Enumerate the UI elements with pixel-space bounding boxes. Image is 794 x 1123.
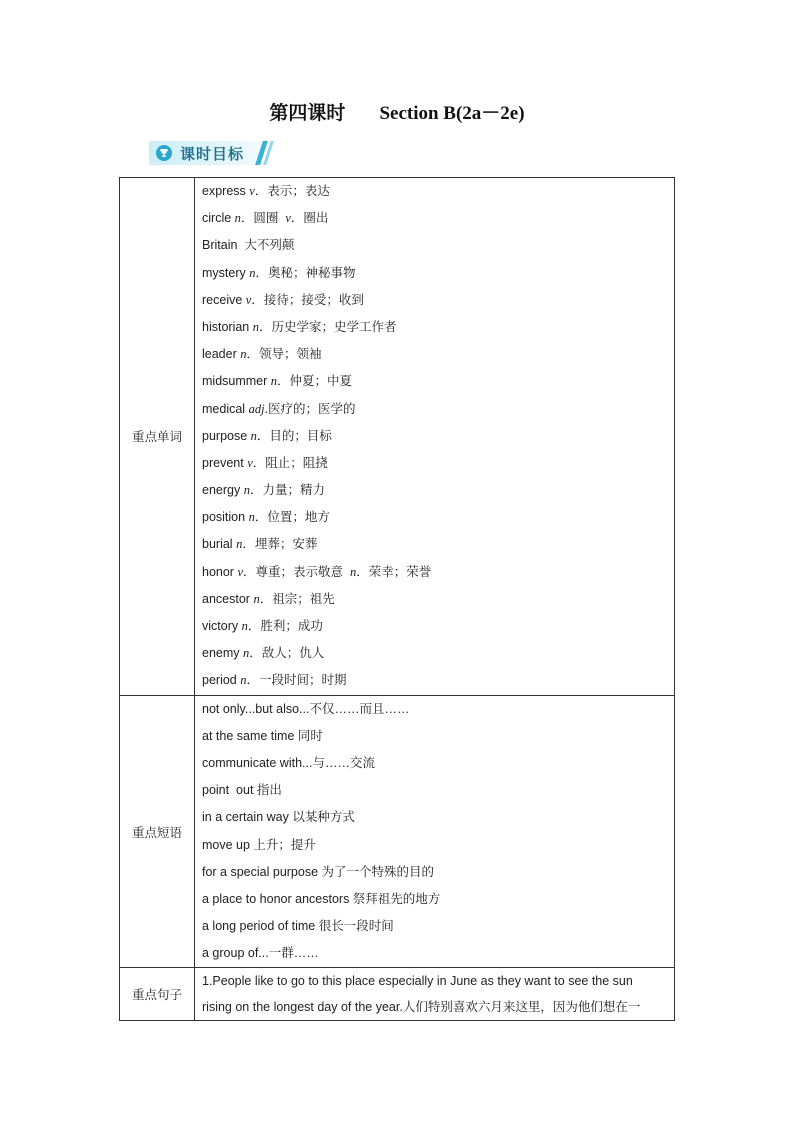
phrase-entry: communicate with...与……交流	[202, 755, 375, 770]
phrase-entry: point out 指出	[202, 783, 282, 798]
word-entry	[202, 640, 668, 667]
word-entry	[202, 477, 668, 504]
word-entry	[202, 205, 668, 232]
part-of-speech: n	[270, 374, 278, 389]
word-entry	[202, 423, 668, 450]
part-of-speech: n	[240, 347, 247, 362]
title-en: Section B(2a－2e)	[379, 103, 525, 124]
definition: ．位置；地方	[254, 510, 330, 525]
part-of-speech: v	[285, 211, 291, 226]
definition: ．阻止；阻挠	[252, 455, 328, 470]
word: leader	[202, 347, 237, 362]
definition: ．敌人；仇人	[249, 646, 325, 661]
phrase-entry: in a certain way 以某种方式	[202, 810, 355, 825]
part-of-speech: n	[241, 619, 248, 633]
word-entry	[202, 450, 668, 477]
word: burial	[202, 537, 233, 552]
lesson-goals-badge	[149, 141, 271, 165]
part-of-speech: n	[248, 510, 255, 525]
part-of-speech: n	[236, 537, 243, 552]
word: midsummer	[202, 374, 268, 389]
word: historian	[202, 319, 250, 334]
part-of-speech: n	[250, 428, 257, 443]
word: purpose	[202, 428, 248, 443]
phrase-entry: at the same time 同时	[202, 728, 323, 743]
part-of-speech: v	[249, 184, 255, 198]
definition: ．领导；领袖	[246, 347, 322, 362]
word: energy	[202, 483, 241, 498]
word-entry	[202, 232, 668, 259]
page-title	[0, 98, 794, 125]
definition: ．祖宗；祖先	[259, 591, 335, 606]
word-entry	[202, 531, 668, 558]
word: enemy	[202, 646, 240, 661]
word: period	[202, 673, 237, 688]
word: victory	[202, 619, 239, 633]
definition: ．一段时间；时期	[246, 673, 347, 688]
definition: 大不列颠	[240, 238, 295, 253]
word: prevent	[202, 455, 244, 470]
part-of-speech: n	[243, 646, 250, 661]
phrases-list	[195, 695, 675, 968]
phrase-entry: a long period of time 很长一段时间	[202, 919, 394, 934]
part-of-speech: adj	[248, 401, 265, 416]
badge-label: 课时目标	[180, 146, 245, 163]
trophy-icon	[156, 145, 172, 161]
word: express	[202, 184, 246, 198]
definition: ．尊重；表示敬意	[243, 564, 350, 579]
part-of-speech: v	[245, 292, 252, 307]
word: honor	[202, 564, 234, 579]
definition: ．荣幸；荣誉	[356, 564, 432, 579]
phrase-entry: a group of...一群……	[202, 946, 319, 961]
phrase-entry: not only...but also...不仅……而且……	[202, 701, 410, 716]
definition: .医疗的；医学的	[264, 401, 356, 416]
word-entry	[202, 287, 668, 314]
vocabulary-table	[119, 177, 675, 1021]
word-entry	[202, 504, 668, 531]
word: receive	[202, 292, 243, 307]
sentences-category: 重点句子	[120, 968, 195, 1021]
word-entry	[202, 586, 668, 613]
part-of-speech: n	[252, 319, 259, 334]
definition: ．圆圈	[240, 211, 286, 226]
word-entry	[202, 178, 668, 205]
word: mystery	[202, 265, 246, 280]
word-entry	[202, 396, 668, 423]
word-entry	[202, 667, 668, 694]
definition: ．圈出	[290, 211, 329, 226]
definition: ．力量；精力	[249, 483, 325, 498]
phrase-entry: a place to honor ancestors 祭拜祖先的地方	[202, 891, 441, 906]
sentence-line: rising on the longest day of the year.人们特别喜欢六月来这里，因为他们想在一	[202, 1000, 641, 1015]
title-cn: 第四课时	[269, 103, 346, 124]
word: position	[202, 510, 246, 525]
definition: ．历史学家；史学工作者	[258, 319, 397, 334]
definition: ．表示；表达	[254, 184, 330, 198]
definition: ．奥秘；神秘事物	[255, 265, 356, 280]
definition: ．埋葬；安葬	[242, 537, 318, 552]
part-of-speech: n	[349, 564, 357, 579]
part-of-speech: n	[240, 673, 247, 688]
word-entry	[202, 341, 668, 368]
sentences-row	[120, 968, 675, 1021]
phrase-entry: for a special purpose 为了一个特殊的目的	[202, 864, 435, 879]
word-entry	[202, 368, 668, 395]
part-of-speech: n	[243, 483, 250, 498]
definition: ．接待；接受；收到	[251, 292, 364, 307]
phrases-row	[120, 695, 675, 968]
sentences-list	[195, 968, 675, 1021]
words-row	[120, 178, 675, 696]
definition: ．仲夏；中夏	[277, 374, 353, 389]
words-list	[195, 178, 675, 696]
word-entry	[202, 260, 668, 287]
word-entry	[202, 314, 668, 341]
phrases-category: 重点短语	[120, 695, 195, 968]
word: ancestor	[202, 591, 250, 606]
word: circle	[202, 211, 232, 226]
word: Britain	[202, 238, 238, 253]
word-entry	[202, 613, 668, 640]
word: medical	[202, 401, 246, 416]
part-of-speech: v	[237, 564, 244, 579]
sentence-line: 1.People like to go to this place especially in June as they want to see the sun	[202, 974, 633, 989]
definition: ．目的；目标	[256, 428, 332, 443]
words-category: 重点单词	[120, 178, 195, 696]
word-entry	[202, 559, 668, 586]
part-of-speech: n	[249, 265, 256, 280]
part-of-speech: v	[247, 455, 253, 470]
phrase-entry: move up 上升；提升	[202, 837, 316, 852]
part-of-speech: n	[253, 591, 260, 606]
definition: ．胜利；成功	[247, 619, 323, 633]
part-of-speech: n	[234, 211, 241, 226]
